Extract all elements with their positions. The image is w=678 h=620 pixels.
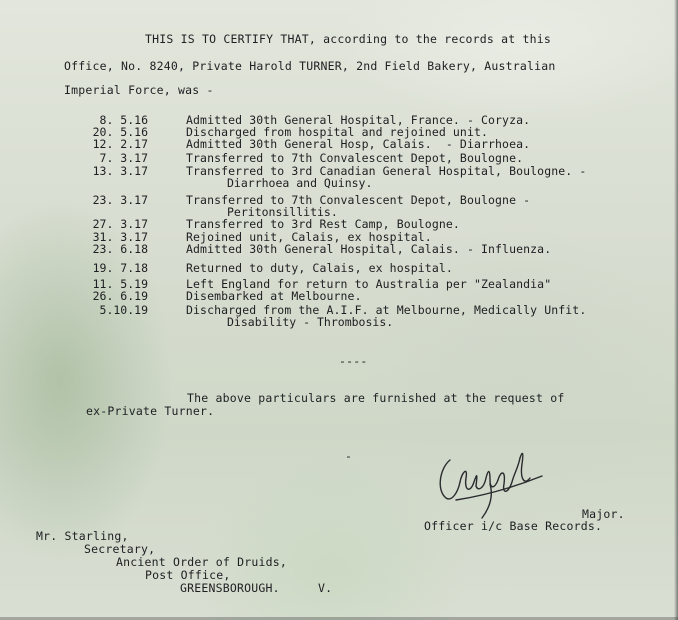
entry-continuation: Peritonsillitis.	[227, 205, 338, 219]
record-entry	[0, 138, 678, 151]
addressee-org: Ancient Order of Druids,	[116, 555, 287, 569]
entry-date: 27. 3.17	[92, 217, 148, 231]
addressee-town: GREENSBOROUGH.	[180, 581, 280, 595]
signoff-rank: Major.	[582, 507, 625, 521]
entry-continuation: Disability - Thrombosis.	[227, 315, 394, 329]
divider: ----	[339, 354, 368, 368]
entry-text: Admitted 30th General Hospital, France. - Coryza.	[186, 113, 531, 127]
entry-text: Admitted 30th General Hospital, Calais. - Influenza.	[186, 242, 552, 256]
record-entry	[0, 194, 678, 207]
entry-text: Transferred to 7th Convalescent Depot, Boulogne -	[186, 193, 531, 207]
entry-text: Transferred to 3rd Canadian General Hospital, Boulogne. -	[186, 164, 587, 178]
addressee-name: Mr. Starling,	[36, 529, 129, 543]
entry-date: 8. 5.16	[99, 113, 148, 127]
signoff-title: Officer i/c Base Records.	[424, 519, 603, 533]
entry-date: 7. 3.17	[99, 151, 148, 165]
entry-text: Rejoined unit, Calais, ex hospital.	[186, 230, 432, 244]
entry-text: Transferred to 7th Convalescent Depot, Boulogne.	[186, 151, 524, 165]
entry-date: 13. 3.17	[92, 164, 148, 178]
entry-date: 31. 3.17	[92, 230, 148, 244]
record-entry	[0, 290, 678, 303]
addressee-position: Secretary,	[84, 542, 156, 556]
entry-date: 12. 2.17	[92, 137, 148, 151]
entry-text: Left England for return to Australia per "Zealandia"	[186, 277, 552, 291]
particulars-line-2: ex-Private Turner.	[86, 404, 215, 418]
certify-line-3: Imperial Force, was -	[64, 83, 214, 97]
addressee-state: V.	[318, 581, 333, 595]
record-entry	[0, 262, 678, 275]
entry-text: Admitted 30th General Hosp, Calais. - Diarrhoea.	[186, 137, 531, 151]
entry-date: 19. 7.18	[92, 261, 148, 275]
entry-date: 23. 3.17	[92, 193, 148, 207]
entry-date: 20. 5.16	[92, 125, 148, 139]
addressee-office: Post Office,	[145, 568, 231, 582]
entry-continuation: Diarrhoea and Quinsy.	[227, 176, 373, 190]
entry-text: Returned to duty, Calais, ex hospital.	[186, 261, 453, 275]
page-edge-shadow	[674, 0, 678, 620]
record-entry	[0, 243, 678, 256]
entry-text: Discharged from the A.I.F. at Melbourne, Medically Unfit.	[186, 303, 587, 317]
entry-date: 5.10.19	[99, 303, 148, 317]
handwritten-signature	[432, 438, 550, 520]
entry-date: 23. 6.18	[92, 242, 148, 256]
entry-text: Disembarked at Melbourne.	[186, 289, 362, 303]
certify-line-2: Office, No. 8240, Private Harold TURNER, 2nd Field Bakery, Australian	[64, 59, 556, 73]
entry-date: 11. 5.19	[92, 277, 148, 291]
stray-mark: -	[345, 449, 353, 463]
particulars-line-1: The above particulars are furnished at the request of	[187, 391, 565, 405]
entry-text: Discharged from hospital and rejoined unit.	[186, 125, 489, 139]
entry-date: 26. 6.19	[92, 289, 148, 303]
certify-line-1: THIS IS TO CERTIFY THAT, according to the records at this	[145, 32, 552, 46]
entry-text: Transferred to 3rd Rest Camp, Boulogne.	[186, 217, 460, 231]
